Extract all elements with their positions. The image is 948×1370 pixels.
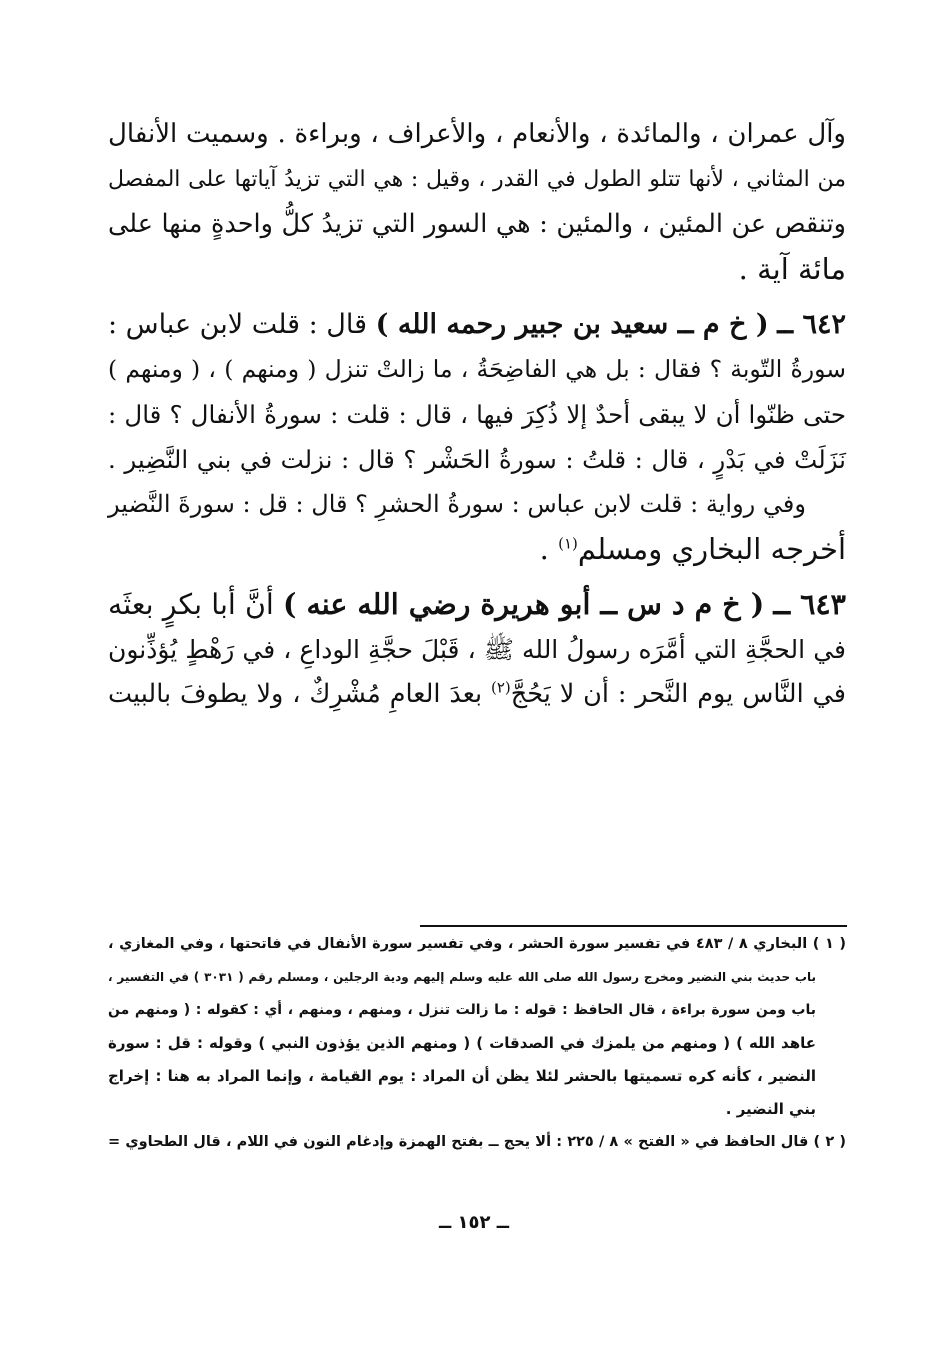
hadith-heading-line [108, 588, 846, 621]
text-line: سورةُ التّوبة ؟ فقال : بل هي الفاضِحَةُ ، ما زالتْ تنزل ( ومنهم ) ، ( ومنهم ) [108, 355, 846, 383]
page-number: ــ ١٥٢ ــ [438, 1212, 510, 1233]
text-line: في النَّاس يوم النَّحر : أن لا يَحُجَّ$^{(٢)}$ بعدَ العامِ مُشْرِكٌ ، ولا يطوفَ بالبيت [108, 678, 846, 709]
footnote-1-line: باب حديث بني النضير ومخرج رسول الله صلى الله عليه وسلم إليهم ودية الرجلين ، ومسلم رقم ( ٣٠٣١ ) في التفسير ، [108, 970, 816, 984]
text-line: نَزَلَتْ في بَدْرٍ ، قال : قلتُ : سورةُ الحَشْر ؟ قال : نزلت في بني النَّضِير . [108, 445, 846, 474]
footnote-1-line: بني النضير . [725, 1100, 816, 1118]
text-line: أخرجه البخاري ومسلم$^{(١)}$ . [539, 532, 846, 566]
hadith-text: أنَّ أبا بكرٍ بعثَه [108, 588, 274, 621]
text-line: من المثاني ، لأنها تتلو الطول في القدر ، وقيل : هي التي تزيدُ آياتها على المفصل [108, 167, 846, 192]
hadith-642 [108, 308, 846, 566]
hadith-heading-line [108, 308, 846, 341]
main-text [108, 118, 846, 711]
text-line: في الحجَّةِ التي أمَّرَه رسولُ الله ﷺ ، قَبْلَ حجَّةِ الوداعِ ، في رَهْطٍ يُؤذِّنون [108, 635, 846, 664]
paragraph-intro [108, 118, 846, 286]
source-attribution: أخرجه البخاري ومسلم [577, 532, 846, 566]
text-line: وفي رواية : قلت لابن عباس : سورةُ الحشرِ ؟ قال : قل : سورةَ النَّضير [108, 490, 806, 518]
footnotes [108, 935, 846, 1166]
footnote-1-line: باب ومن سورة براءة ، قال الحافظ : قوله : ما زالت تنزل ، ومنهم ، ومنهم ، أي : كقوله : ( ومنهم من [108, 1002, 816, 1018]
hadith-text: قال : قلت لابن عباس : [107, 309, 368, 340]
footnote-ref: (٢) [491, 678, 511, 697]
hadith-narrator-marker: ( خ م د س ــ أبو هريرة رضي الله عنه ) [282, 587, 765, 621]
footnote-ref: (١) [558, 534, 578, 553]
footnote-2-line: ( ٢ ) قال الحافظ في « الفتح » ٨ / ٢٢٥ : ألا يحج ــ بفتح الهمزة وإدغام النون في اللام ، قال الطحاوي = [108, 1134, 846, 1150]
footnote-1-line: ( ١ ) البخاري ٨ / ٤٨٣ في تفسير سورة الحشر ، وفي تفسير سورة الأنفال في فاتحتها ، وفي المغازي ، [108, 936, 846, 952]
text-line: وتنقص عن المئين ، والمئين : هي السور التي تزيدُ كلُّ واحدةٍ منها على [108, 209, 846, 239]
text-line: مائة آية . [738, 252, 846, 286]
text-line: وآل عمران ، والمائدة ، والأنعام ، والأعراف ، وبراءة . وسميت الأنفال [108, 119, 846, 149]
footnote-divider [420, 925, 847, 927]
hadith-narrator-marker: ( خ م ــ سعيد بن جبير رحمه الله ) [375, 309, 769, 340]
hadith-number: ٦٤٢ ــ [777, 309, 846, 340]
hadith-643 [108, 588, 846, 711]
footnote-1-line: النضير ، كأنه كره تسميتها بالحشر لئلا يظن أن المراد : يوم القيامة ، وإنما المراد به هنا : إخراج [108, 1067, 816, 1085]
text-line: حتى ظنّوا أن لا يبقى أحدٌ إلا ذُكِرَ فيها ، قال : قلت : سورةُ الأنفال ؟ قال : [108, 400, 846, 429]
footnote-1-line: عاهد الله ) ( ومنهم من يلمزك في الصدقات ) ( ومنهم الذين يؤذون النبي ) وقوله : قل : سورة [108, 1034, 816, 1052]
hadith-number: ٦٤٣ ــ [773, 587, 846, 621]
